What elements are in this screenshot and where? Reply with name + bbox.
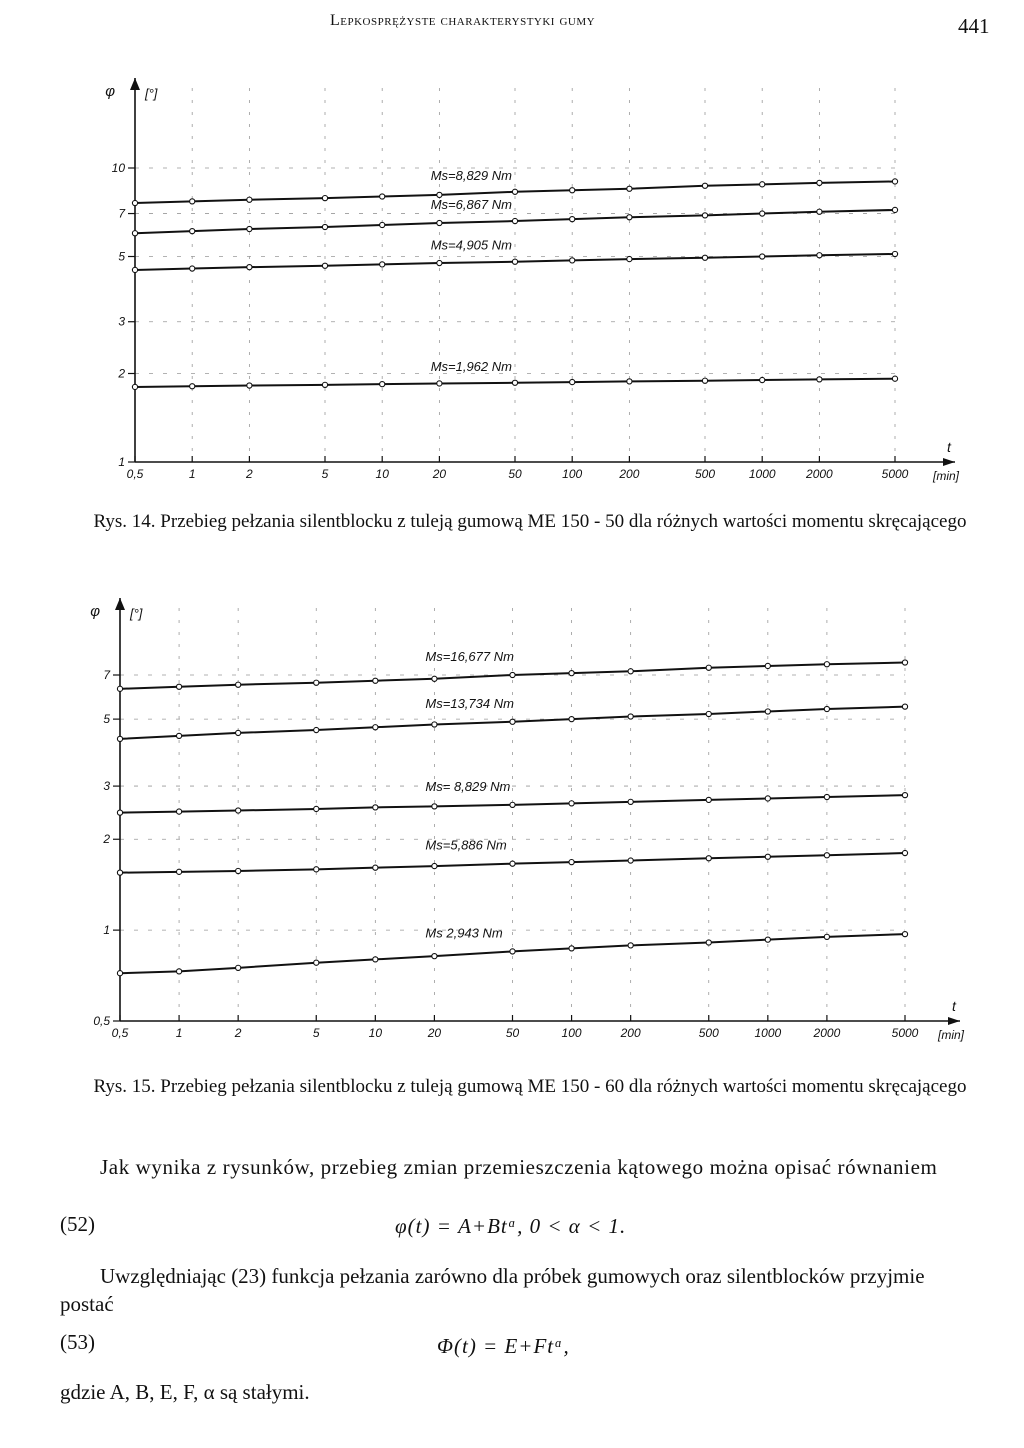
data-point — [765, 709, 770, 714]
x-tick-label: 20 — [427, 1026, 442, 1040]
data-point — [512, 218, 517, 223]
data-point — [702, 378, 707, 383]
x-tick-label: 5 — [312, 1026, 320, 1040]
data-point — [627, 186, 632, 191]
y-axis-unit: [°] — [145, 86, 158, 101]
data-point — [322, 195, 327, 200]
x-axis-unit: [min] — [933, 469, 960, 483]
data-point — [510, 672, 515, 677]
data-point — [706, 797, 711, 802]
y-tick-label: 7 — [118, 206, 125, 221]
data-point — [432, 804, 437, 809]
data-point — [236, 965, 241, 970]
data-point — [117, 870, 122, 875]
data-point — [570, 217, 575, 222]
data-point — [892, 179, 897, 184]
data-point — [902, 850, 907, 855]
data-point — [247, 226, 252, 231]
x-tick-label: 50 — [508, 467, 522, 481]
data-point — [706, 665, 711, 670]
data-point — [314, 727, 319, 732]
data-point — [132, 267, 137, 272]
data-point — [824, 853, 829, 858]
data-point — [569, 946, 574, 951]
data-point — [765, 796, 770, 801]
body-paragraph-2: Uwzględniając (23) funkcja pełzania zarówno dla próbek gumowych oraz silentblocków przyjmie postać — [60, 1264, 925, 1316]
data-point — [706, 940, 711, 945]
data-point — [569, 717, 574, 722]
data-point — [373, 805, 378, 810]
data-point — [190, 384, 195, 389]
series-label-1: Ms=8,829 Nm — [430, 167, 512, 183]
data-point — [902, 704, 907, 709]
data-point — [314, 867, 319, 872]
data-point — [176, 869, 181, 874]
body-paragraph-1: Jak wynika z rysunków, przebieg zmian przemieszczenia kątowego można opisać równaniem — [100, 1155, 938, 1179]
data-point — [824, 934, 829, 939]
y-axis-arrow — [115, 598, 125, 610]
data-point — [569, 671, 574, 676]
data-point — [765, 937, 770, 942]
data-point — [437, 381, 442, 386]
series-label-2: Ms=13,734 Nm — [425, 695, 514, 711]
data-point — [892, 251, 897, 256]
x-tick-label: 2000 — [813, 1026, 841, 1040]
series-label-4: Ms=1,962 Nm — [430, 358, 512, 374]
data-point — [570, 379, 575, 384]
series-label-1: Ms=16,677 Nm — [425, 649, 514, 664]
data-point — [432, 863, 437, 868]
series-label-2: Ms=6,867 Nm — [430, 197, 512, 213]
y-tick-label: 3 — [103, 779, 110, 794]
data-point — [510, 949, 515, 954]
equation-52-label: (52) — [60, 1212, 95, 1236]
figure-14-caption: Rys. 14. Przebieg pełzania silentblocku z tuleją gumową ME 150 - 50 dla różnych wartości momentu skręcającego — [93, 511, 967, 532]
series-label-3: Ms= 8,829 Nm — [425, 778, 511, 794]
y-axis-unit: [°] — [130, 606, 143, 621]
x-tick-label: 0,5 — [126, 467, 144, 481]
data-point — [760, 254, 765, 259]
data-point — [190, 199, 195, 204]
data-point — [432, 676, 437, 681]
data-point — [892, 207, 897, 212]
data-point — [117, 736, 122, 741]
data-point — [236, 868, 241, 873]
y-tick-label: 7 — [103, 668, 110, 682]
data-point — [373, 725, 378, 730]
data-point — [314, 806, 319, 811]
y-tick-label: 1 — [103, 923, 110, 938]
y-axis-label: φ — [105, 83, 115, 100]
data-point — [902, 793, 907, 798]
closing-sentence: gdzie A, B, E, F, α są stałymi. — [60, 1380, 310, 1404]
data-point — [824, 662, 829, 667]
data-point — [247, 197, 252, 202]
data-point — [702, 213, 707, 218]
data-point — [628, 943, 633, 948]
x-axis-label: t — [952, 998, 956, 1014]
data-point — [765, 854, 770, 859]
y-tick-label: 2 — [118, 366, 125, 381]
x-tick-label: 1000 — [748, 467, 776, 481]
x-tick-label: 200 — [619, 467, 640, 481]
x-tick-label: 2 — [234, 1026, 242, 1040]
data-point — [512, 259, 517, 264]
data-point — [247, 265, 252, 270]
data-point — [132, 231, 137, 236]
data-point — [373, 678, 378, 683]
y-tick-label: 1 — [118, 455, 125, 469]
equation-53: Φ(t) = E+Ftᵅ, — [437, 1334, 570, 1358]
data-point — [322, 382, 327, 387]
data-point — [627, 215, 632, 220]
y-tick-label: 10 — [111, 161, 125, 175]
x-axis-unit: [min] — [938, 1028, 965, 1042]
x-tick-label: 10 — [368, 1026, 383, 1040]
data-point — [380, 262, 385, 267]
y-axis-label: φ — [90, 603, 100, 620]
data-point — [380, 222, 385, 227]
data-point — [824, 794, 829, 799]
data-point — [176, 684, 181, 689]
data-point — [628, 669, 633, 674]
y-tick-label: 0,5 — [93, 1014, 110, 1028]
data-point — [132, 200, 137, 205]
x-tick-label: 2 — [246, 467, 253, 481]
data-point — [432, 722, 437, 727]
y-tick-label: 3 — [118, 314, 125, 329]
data-point — [322, 224, 327, 229]
data-point — [628, 714, 633, 719]
data-point — [765, 663, 770, 668]
data-point — [512, 189, 517, 194]
data-point — [236, 682, 241, 687]
data-point — [760, 182, 765, 187]
data-point — [380, 194, 385, 199]
running-header-title: Lepkosprężyste charakterystyki gumy — [330, 12, 596, 29]
y-axis-arrow — [130, 78, 140, 90]
data-point — [817, 253, 822, 258]
data-point — [570, 258, 575, 263]
data-point — [190, 266, 195, 271]
series-label-5: Ms 2,943 Nm — [425, 925, 503, 941]
data-point — [437, 260, 442, 265]
figure-14-chart — [0, 70, 1024, 500]
y-tick-label: 5 — [103, 712, 110, 727]
data-point — [817, 209, 822, 214]
data-point — [569, 801, 574, 806]
data-point — [706, 856, 711, 861]
data-point — [570, 188, 575, 193]
data-point — [314, 960, 319, 965]
y-tick-label: 5 — [118, 249, 125, 264]
data-point — [824, 706, 829, 711]
data-point — [437, 220, 442, 225]
series-label-3: Ms=4,905 Nm — [430, 237, 512, 253]
x-tick-label: 0,5 — [111, 1026, 129, 1040]
equation-53-label: (53) — [60, 1330, 95, 1354]
data-point — [373, 957, 378, 962]
x-axis-arrow — [948, 1017, 960, 1025]
data-point — [176, 733, 181, 738]
data-point — [902, 932, 907, 937]
x-tick-label: 1 — [188, 467, 196, 481]
data-point — [380, 382, 385, 387]
x-tick-label: 1 — [175, 1026, 183, 1040]
data-point — [432, 954, 437, 959]
data-point — [236, 730, 241, 735]
data-point — [190, 229, 195, 234]
data-point — [760, 377, 765, 382]
data-point — [628, 858, 633, 863]
figure-15-caption: Rys. 15. Przebieg pełzania silentblocku z tuleją gumową ME 150 - 60 dla różnych wartości momentu skręcającego — [93, 1076, 967, 1097]
x-tick-label: 1000 — [754, 1026, 782, 1040]
data-point — [569, 860, 574, 865]
data-point — [902, 660, 907, 665]
data-point — [132, 384, 137, 389]
data-point — [702, 183, 707, 188]
data-point — [117, 971, 122, 976]
data-point — [512, 380, 517, 385]
data-point — [373, 865, 378, 870]
x-tick-label: 100 — [561, 1026, 582, 1040]
x-tick-label: 20 — [432, 467, 447, 481]
data-point — [314, 680, 319, 685]
data-point — [510, 802, 515, 807]
data-point — [628, 799, 633, 804]
x-tick-label: 500 — [698, 1026, 719, 1040]
equation-52: φ(t) = A+Btᵅ, 0 < α < 1. — [395, 1214, 627, 1238]
data-point — [706, 711, 711, 716]
x-tick-label: 2000 — [806, 467, 833, 481]
data-point — [176, 969, 181, 974]
data-point — [117, 686, 122, 691]
x-tick-label: 5000 — [881, 467, 909, 481]
data-point — [817, 180, 822, 185]
page-number: 441 — [958, 14, 990, 38]
data-point — [322, 263, 327, 268]
x-tick-label: 100 — [562, 467, 583, 481]
series-label-4: Ms=5,886 Nm — [425, 837, 507, 853]
data-point — [892, 376, 897, 381]
data-point — [817, 377, 822, 382]
data-point — [702, 255, 707, 260]
x-tick-label: 500 — [694, 467, 716, 481]
data-point — [510, 719, 515, 724]
x-tick-label: 5000 — [891, 1026, 919, 1040]
x-axis-label: t — [947, 439, 951, 455]
data-point — [627, 379, 632, 384]
y-tick-label: 2 — [103, 832, 110, 847]
x-tick-label: 200 — [620, 1026, 641, 1040]
data-point — [627, 256, 632, 261]
figure-15-chart — [0, 590, 1024, 1060]
x-axis-arrow — [943, 458, 955, 466]
data-point — [117, 810, 122, 815]
data-point — [510, 861, 515, 866]
x-tick-label: 5 — [321, 467, 329, 481]
x-tick-label: 50 — [505, 1026, 520, 1040]
data-point — [760, 211, 765, 216]
data-point — [236, 808, 241, 813]
x-tick-label: 10 — [375, 467, 389, 481]
data-point — [247, 383, 252, 388]
data-point — [176, 809, 181, 814]
